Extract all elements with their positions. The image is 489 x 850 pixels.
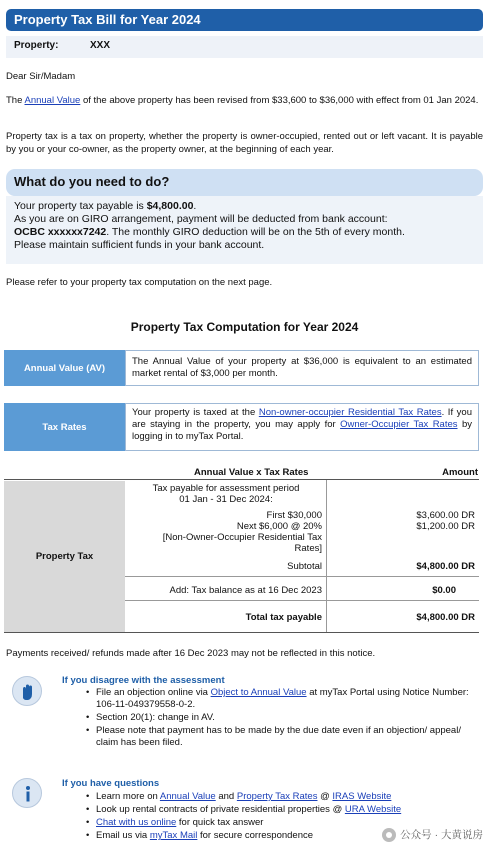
annual-value-link[interactable]: Annual Value bbox=[24, 95, 81, 106]
wechat-logo-icon bbox=[382, 828, 396, 842]
chat-online-link[interactable]: Chat with us online bbox=[96, 817, 177, 828]
col-header-formula: Annual Value x Tax Rates bbox=[194, 467, 309, 478]
total-label: Total tax payable bbox=[245, 612, 322, 623]
info-icon bbox=[12, 778, 42, 808]
first-tier-amount: $3,600.00 DR bbox=[416, 510, 475, 521]
watermark-text: 公众号 · 大黄说房 bbox=[400, 829, 483, 841]
column-divider bbox=[326, 480, 327, 632]
period-line-1: Tax payable for assessment period bbox=[152, 483, 300, 494]
bank-account: OCBC xxxxxx7242 bbox=[14, 226, 107, 238]
disagree-bullet-3: • Please note that payment has to be made by the due date even if an objection/ appeal/ claim has been filed. bbox=[96, 725, 481, 749]
todo-line-2: As you are on GIRO arrangement, payment will be deducted from bank account: bbox=[14, 213, 388, 225]
todo-line1-post: . bbox=[193, 200, 197, 212]
mytax-mail-link[interactable]: myTax Mail bbox=[149, 830, 198, 841]
next-tier-note-2: Rates] bbox=[294, 543, 322, 554]
questions-bullet-2 bbox=[96, 804, 481, 816]
object-to-annual-value-link[interactable]: Object to Annual Value bbox=[210, 687, 307, 698]
table-bottom-rule bbox=[4, 632, 479, 633]
todo-line3-post: . The monthly GIRO deduction will be on the 5th of every month. bbox=[106, 226, 405, 238]
watermark bbox=[382, 827, 483, 842]
tax-rates-label: Tax Rates bbox=[4, 403, 125, 451]
assessment-period bbox=[130, 483, 322, 505]
q-b1-pre: Learn more on bbox=[96, 791, 160, 802]
todo-box bbox=[6, 196, 483, 264]
next-tier-label: Next $6,000 @ 20% bbox=[236, 521, 322, 532]
disagree-bullet-2: • Section 20(1): change in AV. bbox=[96, 712, 481, 724]
period-line-2: 01 Jan - 31 Dec 2024: bbox=[179, 494, 273, 505]
todo-line-3 bbox=[14, 226, 475, 239]
first-tier-label: First $30,000 bbox=[266, 510, 322, 521]
property-label: Property: bbox=[14, 40, 59, 51]
av-revision-paragraph bbox=[6, 95, 483, 108]
rates-pre: Your property is taxed at the bbox=[132, 407, 259, 418]
payments-note: Payments received/ refunds made after 16 Dec 2023 may not be reflected in this notice. bbox=[6, 648, 376, 659]
todo-line-1 bbox=[14, 200, 475, 213]
property-tax-paragraph: Property tax is a tax on property, whether the property is owner-occupied, rented out or left vacant. It is payable by you or your co-owner, as the property owner, at the beginning of each year. bbox=[6, 131, 483, 155]
total-amount: $4,800.00 DR bbox=[416, 612, 475, 623]
disagree-bullet-1 bbox=[96, 687, 481, 711]
annual-value-label: Annual Value (AV) bbox=[4, 350, 125, 386]
questions-bullet-1 bbox=[96, 791, 481, 803]
hand-stop-icon bbox=[12, 676, 42, 706]
table-top-rule bbox=[4, 479, 479, 480]
tax-rates-text bbox=[125, 403, 479, 451]
balance-amount: $0.00 bbox=[432, 585, 456, 596]
disagree-heading: If you disagree with the assessment bbox=[62, 675, 225, 686]
rates-post: by logging in to myTax Portal. bbox=[132, 419, 472, 442]
property-tax-label: Property Tax bbox=[4, 481, 125, 632]
disagree-b1-post: at myTax Portal using Notice Number: 106-11-049379558-0-2. bbox=[96, 687, 469, 710]
q-b4-post: for secure correspondence bbox=[197, 830, 314, 841]
rates-mid: . If you are staying in the property, you may apply for bbox=[132, 407, 472, 430]
iras-website-link[interactable]: IRAS Website bbox=[332, 791, 392, 802]
property-value: XXX bbox=[90, 40, 111, 51]
refer-note: Please refer to your property tax computation on the next page. bbox=[6, 277, 273, 288]
salutation: Dear Sir/Madam bbox=[6, 71, 76, 82]
disagree-b1-pre: File an objection online via bbox=[96, 687, 211, 698]
property-row bbox=[6, 36, 483, 58]
balance-rule bbox=[125, 600, 479, 601]
annual-value-text: The Annual Value of your property at $36,000 is equivalent to an estimated market rental of $3,000 per month. bbox=[125, 350, 479, 386]
todo-line1-pre: Your property tax payable is bbox=[14, 200, 147, 212]
computation-title: Property Tax Computation for Year 2024 bbox=[130, 320, 359, 334]
subtotal-rule bbox=[125, 576, 479, 577]
q-b1-and: and bbox=[215, 791, 237, 802]
av-para-pre: The bbox=[6, 95, 25, 106]
owner-occupier-rates-link[interactable]: Owner-Occupier Tax Rates bbox=[340, 419, 458, 430]
next-tier-amount: $1,200.00 DR bbox=[416, 521, 475, 532]
todo-heading: What do you need to do? bbox=[6, 169, 483, 196]
next-tier-note-1: [Non-Owner-Occupier Residential Tax bbox=[162, 532, 322, 543]
tax-payable-amount: $4,800.00 bbox=[146, 200, 194, 212]
col-header-amount: Amount bbox=[442, 467, 478, 478]
q-b4-pre: Email us via bbox=[96, 830, 150, 841]
subtotal-label: Subtotal bbox=[287, 561, 322, 572]
q-b3-post: for quick tax answer bbox=[176, 817, 264, 828]
balance-label: Add: Tax balance as at 16 Dec 2023 bbox=[169, 585, 322, 596]
q-b1-at: @ bbox=[317, 791, 333, 802]
bill-title: Property Tax Bill for Year 2024 bbox=[6, 9, 483, 31]
subtotal-amount: $4,800.00 DR bbox=[416, 561, 475, 572]
todo-line-4: Please maintain sufficient funds in your bank account. bbox=[14, 239, 265, 251]
ura-website-link[interactable]: URA Website bbox=[344, 804, 402, 815]
annual-value-info-link[interactable]: Annual Value bbox=[159, 791, 216, 802]
q-b2-pre: Look up rental contracts of private residential properties @ bbox=[96, 804, 345, 815]
av-para-post: of the above property has been revised from $33,600 to $36,000 with effect from 01 Jan 2024. bbox=[80, 95, 479, 106]
non-owner-occupier-rates-link[interactable]: Non-owner-occupier Residential Tax Rates bbox=[258, 407, 442, 418]
questions-heading: If you have questions bbox=[62, 778, 160, 789]
property-tax-rates-link[interactable]: Property Tax Rates bbox=[236, 791, 318, 802]
